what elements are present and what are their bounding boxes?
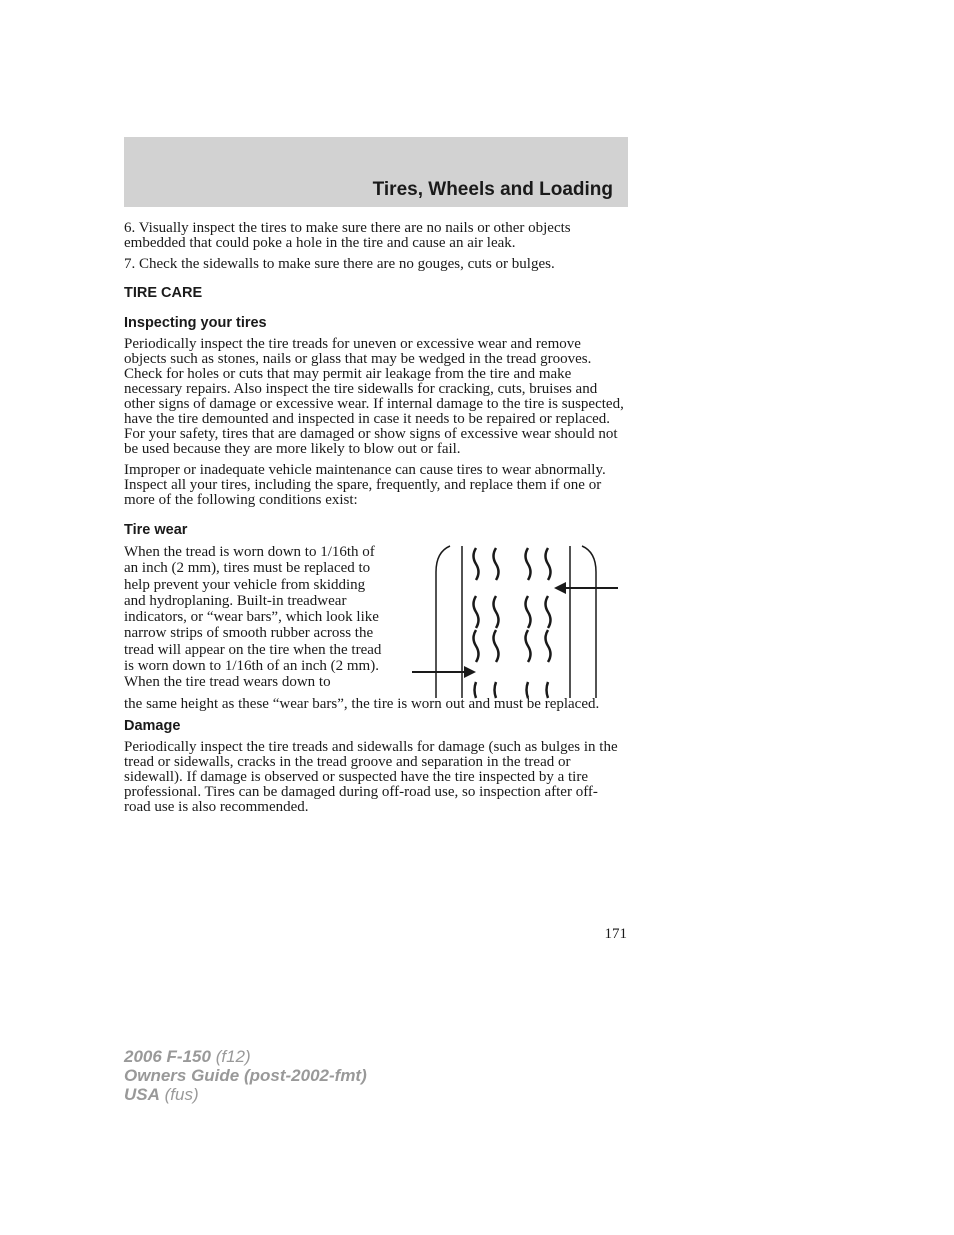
inspecting-paragraph-2: Improper or inadequate vehicle maintenance can cause tires to wear abnormally. Inspect all your tires, including the spare, frequently, and replace them if one or more of the following conditions exist: <box>124 462 606 508</box>
footer-model: 2006 F-150 <box>124 1047 211 1066</box>
inspection-step-7: 7. Check the sidewalls to make sure there are no gouges, cuts or bulges. <box>124 256 555 272</box>
footer-line-1 <box>124 1047 367 1066</box>
footer-model-code: (f12) <box>215 1047 251 1066</box>
footer-line-3 <box>124 1085 367 1104</box>
tire-wear-text: When the tread is worn down to 1/16th of an inch (2 mm), tires must be replaced to help prevent your vehicle from skidding and hydroplaning. Built-in treadwear indicators, or “wear bars”, which look like narrow strips of smooth rubber across the tread will appear on the tire when the tread is worn down to 1/16th of an inch (2 mm). When the tire tread wears down to <box>124 544 382 691</box>
tire-wear-text-continued: the same height as these “wear bars”, the tire is worn out and must be replaced. <box>124 695 600 712</box>
document-footer <box>124 1047 367 1104</box>
inspection-step-6: 6. Visually inspect the tires to make sure there are no nails or other objects embedded that could poke a hole in the tire and cause an air leak. <box>124 220 571 251</box>
footer-guide: Owners Guide (post-2002-fmt) <box>124 1066 367 1085</box>
page-content <box>124 221 624 821</box>
tire-tread-wear-bar-icon <box>410 544 620 704</box>
tire-wear-block <box>124 544 624 691</box>
damage-paragraph: Periodically inspect the tire treads and sidewalls for damage (such as bulges in the tread or sidewalls, cracks in the tread groove and separation in the tread or sidewall). If damage is observed or suspected have the tire inspected by a tire professional. Tires can be damaged during off-road use, so inspection after off-road use is also recommended. <box>124 738 618 815</box>
damage-heading: Damage <box>124 717 181 734</box>
inspecting-heading: Inspecting your tires <box>124 315 267 331</box>
footer-line-2 <box>124 1066 367 1085</box>
footer-region-code: (fus) <box>164 1085 199 1104</box>
inspecting-paragraph-1: Periodically inspect the tire treads for uneven or excessive wear and remove objects such as stones, nails or glass that may be wedged in the tread grooves. Check for holes or cuts that may permit air leakage from the tire and make necessary repairs. Also inspect the tire sidewalls for cracking, cuts, bruises and other signs of damage or excessive wear. If internal damage to the tire is suspected, have the tire demounted and inspected in case it needs to be repaired or replaced. For your safety, tires that are damaged or show signs of excessive wear should not be used because they are more likely to blow out or fail. <box>124 336 624 457</box>
tire-care-heading: TIRE CARE <box>124 285 203 301</box>
section-header-band <box>124 137 628 207</box>
section-title: Tires, Wheels and Loading <box>372 179 613 200</box>
footer-region: USA <box>124 1085 160 1104</box>
page-number: 171 <box>604 926 627 942</box>
tire-wear-heading: Tire wear <box>124 522 188 538</box>
